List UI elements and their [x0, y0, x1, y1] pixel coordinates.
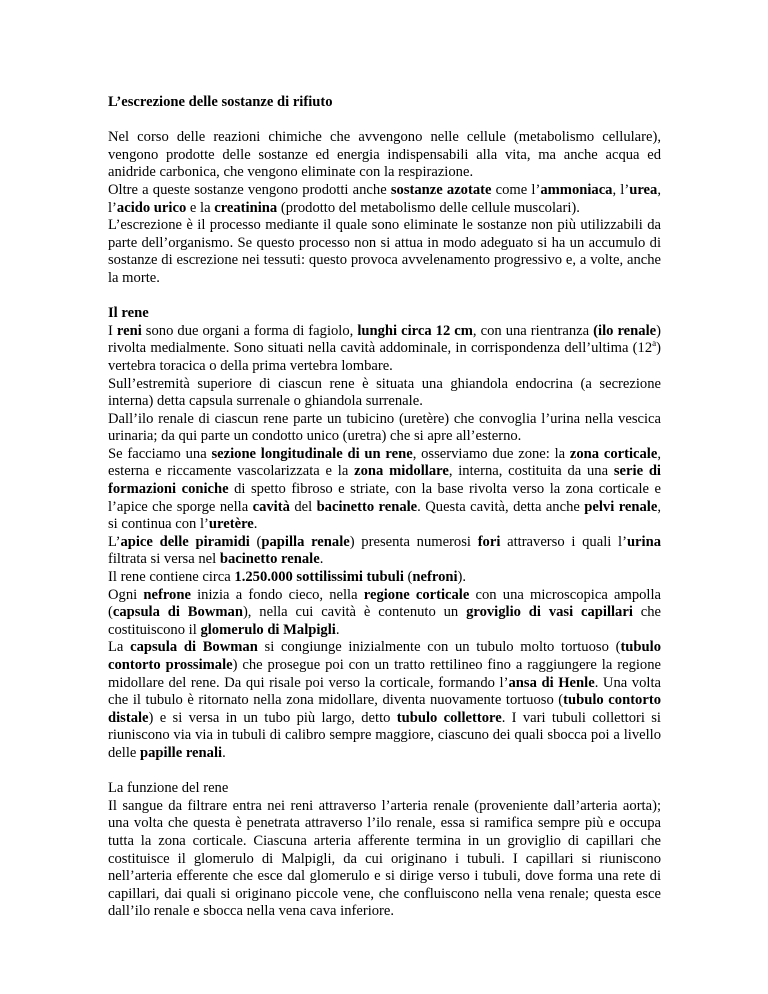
- bold-term: sezione longitudinale di un rene: [211, 445, 413, 462]
- spacer: [108, 112, 661, 130]
- bold-term: zona corticale: [569, 445, 658, 462]
- text-run: sono due organi a forma di fagiolo,: [141, 322, 358, 339]
- text-run: di spetto fibroso e striate, con la base rivolta verso la zona corticale e l’apice che sporge nella: [108, 481, 661, 515]
- document-title: L’escrezione delle sostanze di rifiuto: [108, 94, 333, 110]
- bold-term: tubulo contorto distale: [108, 692, 661, 726]
- section-heading-funzione: La funzione del rene: [108, 780, 229, 797]
- bold-term: uretère: [208, 516, 254, 533]
- bold-term: creatinina: [214, 199, 278, 216]
- superscript: a: [652, 338, 657, 349]
- bold-term: papilla renale: [261, 533, 350, 550]
- text-run: che costituiscono il: [108, 604, 661, 638]
- bold-term: tubulo collettore: [396, 709, 502, 726]
- text-run: ), nella cui cavità è contenuto un: [242, 604, 467, 621]
- text-run: filtrata si versa nel: [108, 551, 220, 568]
- text-run: Oltre a queste sostanze vengono prodotti anche: [108, 181, 391, 198]
- text-run: con una microscopica ampolla (: [108, 586, 662, 621]
- bold-term: acido urico: [116, 199, 187, 216]
- text-run: .: [319, 551, 324, 568]
- text-run: , osserviamo due zone: la: [412, 445, 570, 462]
- bold-term: serie di formazioni coniche: [108, 463, 661, 498]
- text-run: (prodotto del metabolismo delle cellule muscolari).: [277, 199, 580, 216]
- text-run: si congiunge inizialmente con un tubulo molto tortuoso (: [257, 639, 621, 656]
- bold-term: apice delle piramidi: [120, 533, 250, 550]
- bold-term: bacinetto renale: [316, 498, 418, 515]
- document-page: [108, 94, 661, 921]
- bold-term: regione corticale: [363, 586, 470, 603]
- bold-term: sostanze azotate: [390, 181, 492, 198]
- text-run: come l’: [491, 181, 541, 198]
- bold-term: urea: [629, 181, 658, 198]
- text-run: Ogni: [108, 586, 144, 603]
- text-run: ) rivolta medialmente. Sono situati nella cavità addominale, in corrispondenza dell’ultima (12: [108, 322, 661, 357]
- bold-term: ansa di Henle: [508, 674, 595, 691]
- text-run: del: [289, 498, 317, 515]
- rene-paragraph-3: Dall’ilo renale di ciascun rene parte un tubicino (uretère) che convoglia l’urina nella vescica urinaria; da qui parte un condotto unico (uretra) che si apre all’esterno.: [108, 410, 661, 445]
- text-run: Se facciamo una: [108, 445, 212, 462]
- text-run: ) vertebra toracica o della prima vertebra lombare.: [108, 340, 661, 374]
- bold-term: glomerulo di Malpigli: [200, 621, 336, 638]
- text-run: , con una rientranza: [472, 322, 594, 339]
- rene-paragraph-2: Sull’estremità superiore di ciascun rene è situata una ghiandola endocrina (a secrezione interna) detta capsula surrenale o ghiandola surrenale.: [108, 375, 661, 410]
- bold-term: pelvi renale: [584, 498, 658, 515]
- text-run: , interna, costituita da una: [448, 463, 614, 480]
- spacer: [108, 763, 661, 781]
- text-run: (: [403, 569, 413, 586]
- bold-term: groviglio di vasi capillari: [466, 604, 633, 621]
- bold-term: ammoniaca: [540, 181, 613, 198]
- rene-paragraph-5: [108, 534, 661, 569]
- bold-term: bacinetto renale: [219, 551, 320, 568]
- bold-term: nefroni: [412, 569, 458, 586]
- rene-paragraph-4: [108, 446, 661, 534]
- bold-term: papille renali: [140, 744, 223, 761]
- text-run: .: [253, 516, 258, 533]
- rene-paragraph-7: [108, 587, 661, 640]
- bold-term: fori: [477, 533, 501, 550]
- bold-term: reni: [116, 322, 142, 339]
- text-run: ) e si versa in un tubo più largo, detto: [148, 709, 397, 726]
- text-run: attraverso i quali l’: [500, 533, 627, 550]
- bold-term: nefrone: [143, 586, 191, 603]
- intro-paragraph-2: [108, 182, 661, 217]
- text-run: e la: [186, 199, 215, 216]
- bold-term: capsula di Bowman: [112, 604, 243, 621]
- funzione-paragraph-1: Il sangue da filtrare entra nei reni attraverso l’arteria renale (proveniente dall’arteria aorta); una volta che questa è penetrata attraverso l’ilo renale, essa si ramifica sempre più e occupa tutta la zona corticale. Ciascuna arteria afferente termina in un groviglio di capillari che costituisce il glomerulo di Malpigli, da cui originano i tubuli. I capillari si riuniscono nell’arteria efferente che esce dal glomerulo e si dirige verso i tubuli, dove forma una rete di capillari, dai quali si originano piccole vene, che confluiscono nella vena renale; questa esce dall’ilo renale e sbocca nella vena cava inferiore.: [108, 797, 661, 920]
- text-run: .: [222, 744, 226, 761]
- bold-term: (ilo renale: [593, 322, 657, 339]
- rene-paragraph-1: [108, 323, 661, 376]
- text-run: .: [335, 621, 340, 638]
- text-run: . I vari tubuli collettori si riuniscono via via in tubuli di calibro sempre maggiore, ciascuno dei quali sbocca poi a livello delle: [108, 709, 661, 761]
- text-run: . Questa cavità, detta anche: [417, 498, 585, 515]
- text-run: La: [108, 639, 131, 656]
- intro-paragraph-1: Nel corso delle reazioni chimiche che avvengono nelle cellule (metabolismo cellulare), vengono prodotte delle sostanze ed energia indispensabili alla vita, ma anche acqua ed anidride carbonica, che vengono eliminate con la respirazione.: [108, 129, 661, 181]
- spacer: [108, 288, 661, 306]
- text-run: inizia a fondo cieco, nella: [190, 586, 364, 603]
- bold-term: lunghi circa 12 cm: [357, 322, 473, 339]
- text-run: (: [249, 533, 262, 550]
- text-run: L’: [108, 533, 121, 550]
- text-run: , si continua con l’: [108, 498, 661, 533]
- text-run: I: [108, 322, 117, 339]
- section-heading-rene: Il rene: [108, 305, 149, 322]
- text-run: ) che prosegue poi con un tratto rettilineo fino a raggiungere la regione midollare del rene. Da qui risale poi verso la corticale, formando l’: [108, 657, 661, 691]
- text-run: Il rene contiene circa: [108, 569, 235, 586]
- text-run: . Una volta che il tubulo è ritornato nella zona midollare, diventa nuovamente tortuoso (: [108, 674, 661, 709]
- text-run: ) presenta numerosi: [349, 533, 478, 550]
- bold-term: capsula di Bowman: [130, 639, 258, 656]
- bold-term: urina: [626, 533, 661, 550]
- text-run: , l’: [108, 181, 661, 216]
- rene-paragraph-8: [108, 639, 661, 762]
- text-run: , l’: [612, 181, 630, 198]
- rene-paragraph-6: [108, 569, 661, 587]
- text-run: ).: [457, 569, 467, 586]
- bold-term: cavità: [252, 498, 290, 515]
- bold-term: 1.250.000 sottilissimi tubuli: [234, 569, 404, 586]
- intro-paragraph-3: L’escrezione è il processo mediante il quale sono eliminate le sostanze non più utilizzabili da parte dell’organismo. Se questo processo non si attua in modo adeguato si ha un accumulo di sostanze di escrezione nei tessuti: questo provoca avvelenamento progressivo e, a volte, anche la morte.: [108, 217, 661, 286]
- bold-term: tubulo contorto prossimale: [108, 639, 661, 673]
- bold-term: zona midollare: [354, 463, 449, 480]
- text-run: , esterna e riccamente vascolarizzata e la: [108, 445, 661, 480]
